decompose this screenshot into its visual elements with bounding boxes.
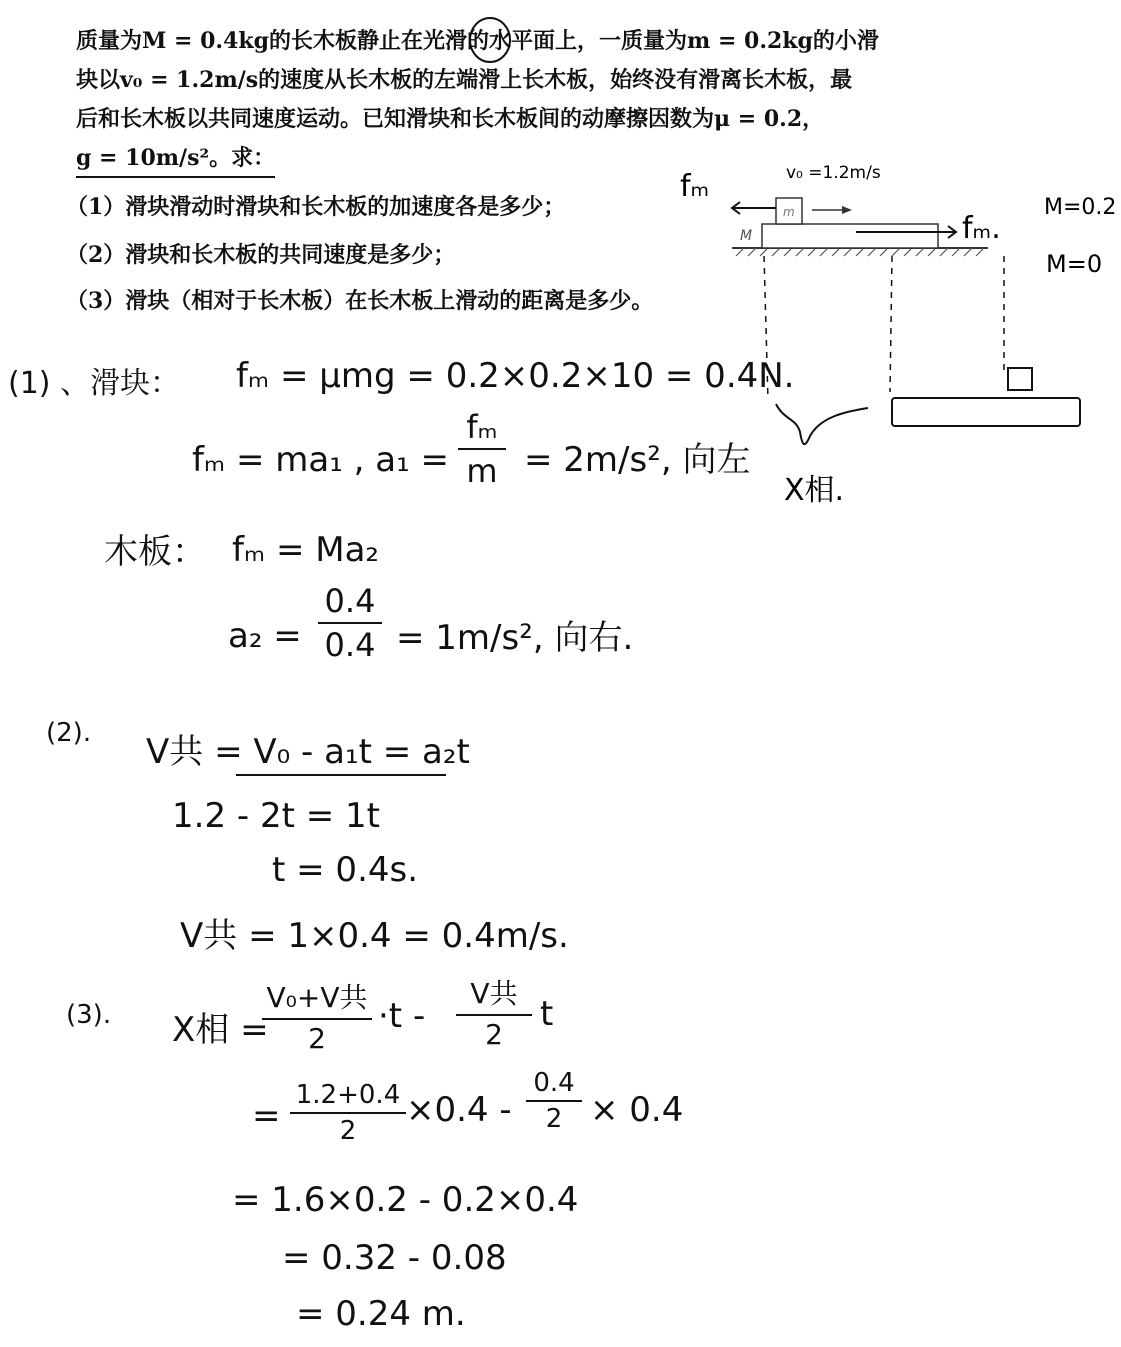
board-line2b: = 1m/s², 向右.: [396, 618, 634, 658]
part3-label: (3).: [66, 1000, 112, 1030]
part2-label: (2).: [46, 718, 92, 748]
part3-fraction-3: [290, 1080, 406, 1146]
part3-f1-num: V₀+V共: [266, 981, 368, 1014]
ground-hatching: [736, 248, 984, 256]
part1-line2b: = 2m/s², 向左: [524, 440, 751, 480]
part3-line5: = 0.24 m.: [296, 1294, 466, 1334]
part3-f4-den: 2: [545, 1104, 563, 1134]
part3-fraction-1: [262, 976, 372, 1055]
part3-f2-num: V共: [470, 977, 518, 1010]
question-1: （1）滑块滑动时滑块和长木板的加速度各是多少；: [66, 194, 566, 220]
problem-line-1: 质量为M = 0.4kg的长木板静止在光滑的水平面上，一质量为m = 0.2kg的小滑: [76, 28, 879, 54]
note-mu: M=0: [1046, 250, 1103, 278]
part3-tail: t: [540, 994, 554, 1034]
relative-distance-label: X相.: [784, 473, 845, 508]
part3-f2-den: 2: [485, 1018, 503, 1051]
part2-underline: [236, 774, 446, 776]
part1-frac-den: m: [466, 452, 498, 490]
part3-lhs: X相 =: [172, 1010, 269, 1050]
v0-label: v₀ =1.2m/s: [786, 163, 881, 183]
final-board: [892, 398, 1080, 426]
block-mass-label: m: [783, 205, 795, 219]
part3-mid: ·t -: [378, 996, 426, 1036]
part1-line1: fₘ = μmg = 0.2×0.2×10 = 0.4N.: [236, 356, 795, 396]
fm-right-label: fₘ.: [962, 211, 1001, 246]
part2-line1: V共 = V₀ - a₁t = a₂t: [146, 732, 470, 772]
circle-mark: [470, 18, 510, 62]
problem-line-2: 块以v₀ = 1.2m/s的速度从长木板的左端滑上长木板，始终没有滑离长木板，最: [76, 67, 853, 93]
final-block: [1008, 368, 1032, 390]
part3-f3-den: 2: [339, 1116, 357, 1146]
question-2: （2）滑块和长木板的共同速度是多少；: [66, 242, 456, 268]
part1-label: (1) 、滑块：: [8, 366, 181, 401]
board-label: 木板：: [104, 532, 206, 572]
part2-line3: t = 0.4s.: [272, 850, 419, 890]
note-mass: M=0.2: [1044, 195, 1117, 220]
part2-line4: V共 = 1×0.4 = 0.4m/s.: [180, 916, 569, 956]
board-line2a: a₂ =: [228, 616, 302, 656]
board-frac-num: 0.4: [324, 582, 376, 620]
board-line1: fₘ = Ma₂: [232, 530, 380, 570]
part3-fraction-2: [456, 972, 532, 1051]
part1-line2a: fₘ = ma₁ , a₁ =: [192, 440, 450, 480]
board-frac-den: 0.4: [324, 626, 376, 664]
part3-f3-num: 1.2+0.4: [295, 1080, 401, 1110]
part3-line3: = 1.6×0.2 - 0.2×0.4: [232, 1180, 579, 1220]
part3-f4-num: 0.4: [533, 1068, 575, 1098]
board-mass-label: M: [740, 228, 753, 244]
problem-line-4: g = 10m/s²。求：: [76, 140, 275, 178]
part3-fraction-4: [526, 1068, 582, 1134]
part3-eq: =: [252, 1096, 281, 1136]
fm-left-label: fₘ: [680, 169, 710, 204]
brace: [776, 404, 868, 444]
part3-mid2: ×0.4 -: [406, 1090, 512, 1130]
part1-fraction: [458, 408, 506, 490]
part3-line4: = 0.32 - 0.08: [282, 1238, 507, 1278]
dashed-guide-2: [890, 256, 892, 392]
long-board: [762, 224, 938, 248]
part2-line2: 1.2 - 2t = 1t: [172, 796, 380, 836]
part3-f1-den: 2: [308, 1022, 326, 1055]
problem-line-3: 后和长木板以共同速度运动。已知滑块和长木板间的动摩擦因数为μ = 0.2，: [76, 106, 825, 132]
question-3: （3）滑块（相对于长木板）在长木板上滑动的距离是多少。: [66, 288, 654, 314]
board-fraction: [318, 582, 382, 664]
part3-tail2: × 0.4: [590, 1090, 684, 1130]
part1-frac-num: fₘ: [466, 408, 498, 446]
